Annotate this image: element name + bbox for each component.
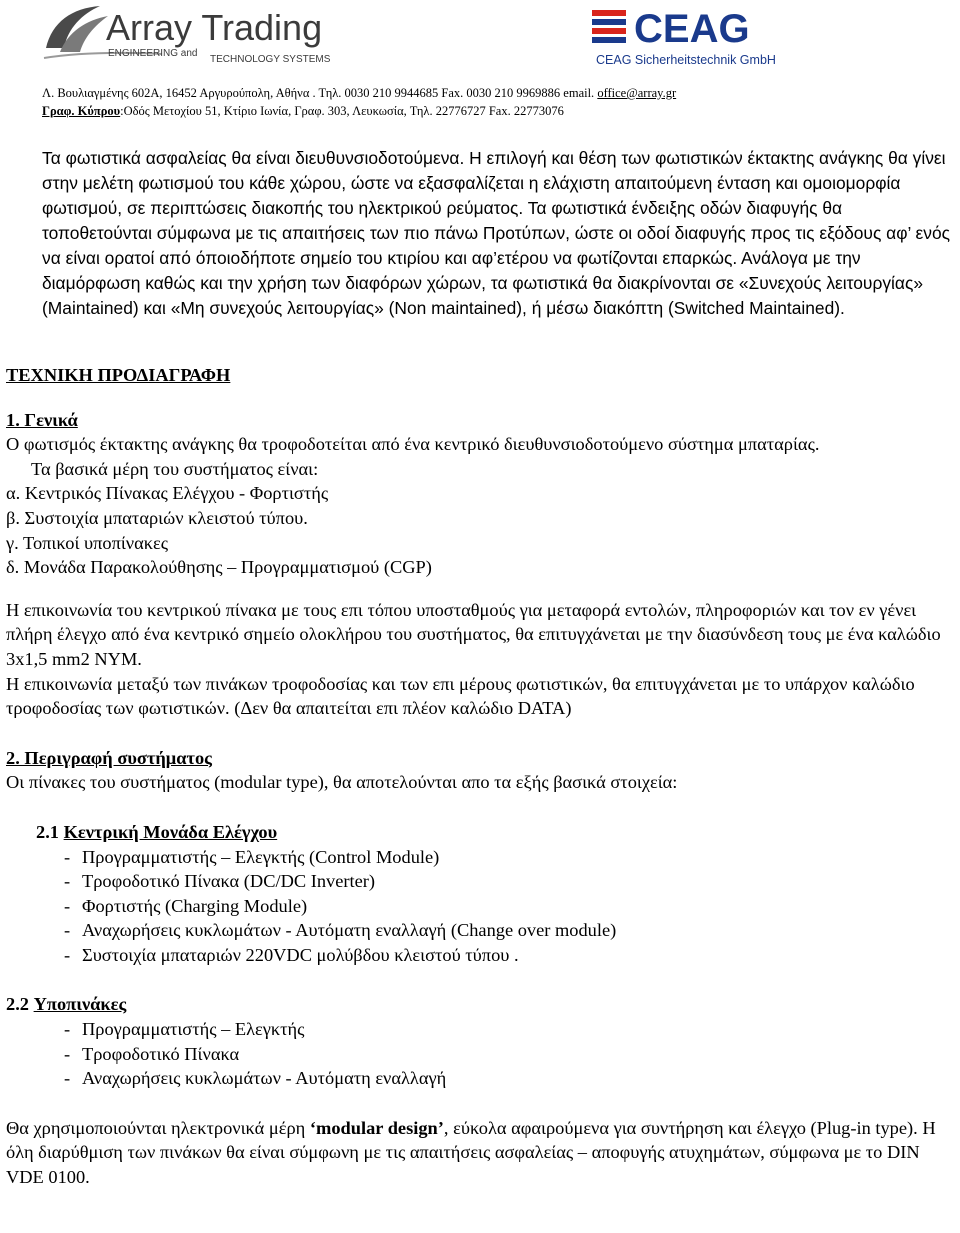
general-text: Ο φωτισμός έκτακτης ανάγκης θα τροφοδοτείται από ένα κεντρικό διευθυνσιοδοτούμενο σύστημα μπαταρίας. xyxy=(6,434,820,455)
list-item: - Τροφοδοτικό Πίνακα (DC/DC Inverter) xyxy=(64,869,952,894)
communication-paragraph-1: Η επικοινωνία του κεντρικού πίνακα με τους επι τόπου υποσταθμούς για μεταφορά εντολών, πληροφοριών και τον εν γένει πλήρη έλεγχο από ένα κεντρικό σημείο ολοκλήρου του συστήματος, θα επιτυγχάνεται με την διασύνδεση τους με ένα καλώδιο 3x1,5 mm2 NYM. xyxy=(6,599,941,669)
email-link[interactable]: office@array.gr xyxy=(597,86,677,100)
logo-right-sub: CEAG Sicherheitstechnik GmbH xyxy=(596,53,776,67)
list-item: - Προγραμματιστής – Ελεγκτής (Control Module) xyxy=(64,845,952,870)
central-unit-number: 2.1 xyxy=(36,821,59,842)
logo-right-main: CEAG xyxy=(634,7,750,51)
parts-item: δ. Μονάδα Παρακολούθησης – Προγραμματισμού (CGP) xyxy=(6,557,432,578)
closing-bold: ‘modular design’ xyxy=(309,1117,444,1138)
address-cyprus xyxy=(42,104,564,118)
central-unit-title: Κεντρική Μονάδα Ελέγχου xyxy=(63,821,278,842)
array-trading-logo-graphic xyxy=(42,2,332,70)
list-item: - Αναχωρήσεις κυκλωμάτων - Αυτόματη εναλλαγή xyxy=(64,1066,952,1091)
general-title: 1. Γενικά xyxy=(6,409,78,430)
parts-item: γ. Τοπικοί υποπίνακες xyxy=(6,532,169,553)
array-trading-logo xyxy=(42,2,332,70)
logo-left-main: Array Trading xyxy=(106,7,323,48)
technical-spec xyxy=(6,363,952,1190)
ceag-logo-graphic xyxy=(586,2,796,70)
closing-post: , εύκολα αφαιρούμενα για συντήρηση και έλεγχο (Plug-in type). Η όλη διαρύθμιση των πινάκων θα είναι σύμφωνη με τις απαιτήσεις ασφαλείας – αποφυγής ατυχημάτων, σύμφωνα με το DIN VDE 0100. xyxy=(6,1117,936,1188)
ceag-logo xyxy=(586,2,796,70)
list-item: - Συστοιχία μπαταριών 220VDC μολύβδου κλειστού τύπου . xyxy=(64,943,952,968)
intro-paragraph: Τα φωτιστικά ασφαλείας θα είναι διευθυνσιοδοτούμενα. Η επιλογή και θέση των φωτιστικών έκτακτης ανάγκης θα γίνει στην μελέτη φωτισμού του κάθε χώρου, ώστε να εξασφαλίζεται η ελάχιστη απαιτούμενη ένταση και ομοιομορφία φωτισμού, σε περιπτώσεις διακοπής του ηλεκτρικού ρεύματος. Τα φωτιστικά ένδειξης οδών διαφυγής θα τοποθετούνται σύμφωνα με τις απαιτήσεις των πιο πάνω Προτύπων, ώστε οι οδοί διαφυγής προς τις εξόδους αφ’ ενός να είναι ορατοί από όποιοδήποτε σημείο του κτιρίου και αφ’ετέρου να φωτίζονται επαρκώς. Ανάλογα με την διαμόρφωση καθώς και την χρήση των διαφόρων χώρων, τα φωτιστικά θα διακρίνονται σε «Συνεχούς λειτουργίας» (Maintained) και «Μη συνεχούς λειτουργίας» (Non maintained), ή μέσω διακόπτη (Switched Maintained). xyxy=(42,148,951,318)
description-title: 2. Περιγραφή συστήματος xyxy=(6,747,212,768)
closing-pre: Θα χρησιμοποιούνται ηλεκτρονικά μέρη xyxy=(6,1117,310,1138)
parts-item: β. Συστοιχία μπαταριών κλειστού τύπου. xyxy=(6,507,308,528)
communication-paragraph-2: Η επικοινωνία μεταξύ των πινάκων τροφοδοσίας και των επι μέρους φωτιστικών, θα επιτυγχάνεται με το υπάρχον καλώδιο τροφοδοσίας των φωτιστικών. (Δεν θα απαιτείται επι πλέον καλώδιο DATA) xyxy=(6,673,915,719)
parts-item: α. Κεντρικός Πίνακας Ελέγχου - Φορτιστής xyxy=(6,483,329,504)
parts-intro: Τα βασικά μέρη του συστήματος είναι: xyxy=(31,458,319,479)
spec-title: ΤΕΧΝΙΚΗ ΠΡΟΔΙΑΓΡΑΦΗ xyxy=(6,365,231,385)
list-item: - Αναχωρήσεις κυκλωμάτων - Αυτόματη εναλλαγή (Change over module) xyxy=(64,918,952,943)
address-cyprus-text: :Οδός Μετοχίου 51, Κτίριο Ιωνία, Γραφ. 303, Λευκωσία, Τηλ. 22776727 Fax. 22773076 xyxy=(120,104,564,118)
subpanels-list xyxy=(6,1017,952,1091)
list-item: - Προγραμματιστής – Ελεγκτής xyxy=(64,1017,952,1042)
subpanels-number: 2.2 xyxy=(6,994,29,1015)
address-athens xyxy=(42,86,676,100)
subpanels-title: Υποπινάκες xyxy=(33,994,127,1015)
list-item: - Φορτιστής (Charging Module) xyxy=(64,894,952,919)
central-unit-heading xyxy=(6,820,952,845)
logo-left-sub1: ENGINEERING and xyxy=(108,48,198,59)
closing-paragraph xyxy=(6,1116,952,1190)
subpanels-heading xyxy=(6,992,952,1017)
logo-left-sub2: TECHNOLOGY SYSTEMS xyxy=(210,54,331,65)
description-text: Οι πίνακες του συστήματος (modular type), θα αποτελούνται απο τα εξής βασικά στοιχεία: xyxy=(6,772,678,793)
central-unit-list xyxy=(6,845,952,968)
list-item: - Τροφοδοτικό Πίνακα xyxy=(64,1042,952,1067)
address-athens-text: Λ. Βουλιαγμένης 602Α, 16452 Αργυρούπολη, Αθήνα . Τηλ. 0030 210 9944685 Fax. 0030 210 9969886 email. xyxy=(42,86,598,100)
address-cyprus-label: Γραφ. Κύπρου xyxy=(42,104,121,118)
